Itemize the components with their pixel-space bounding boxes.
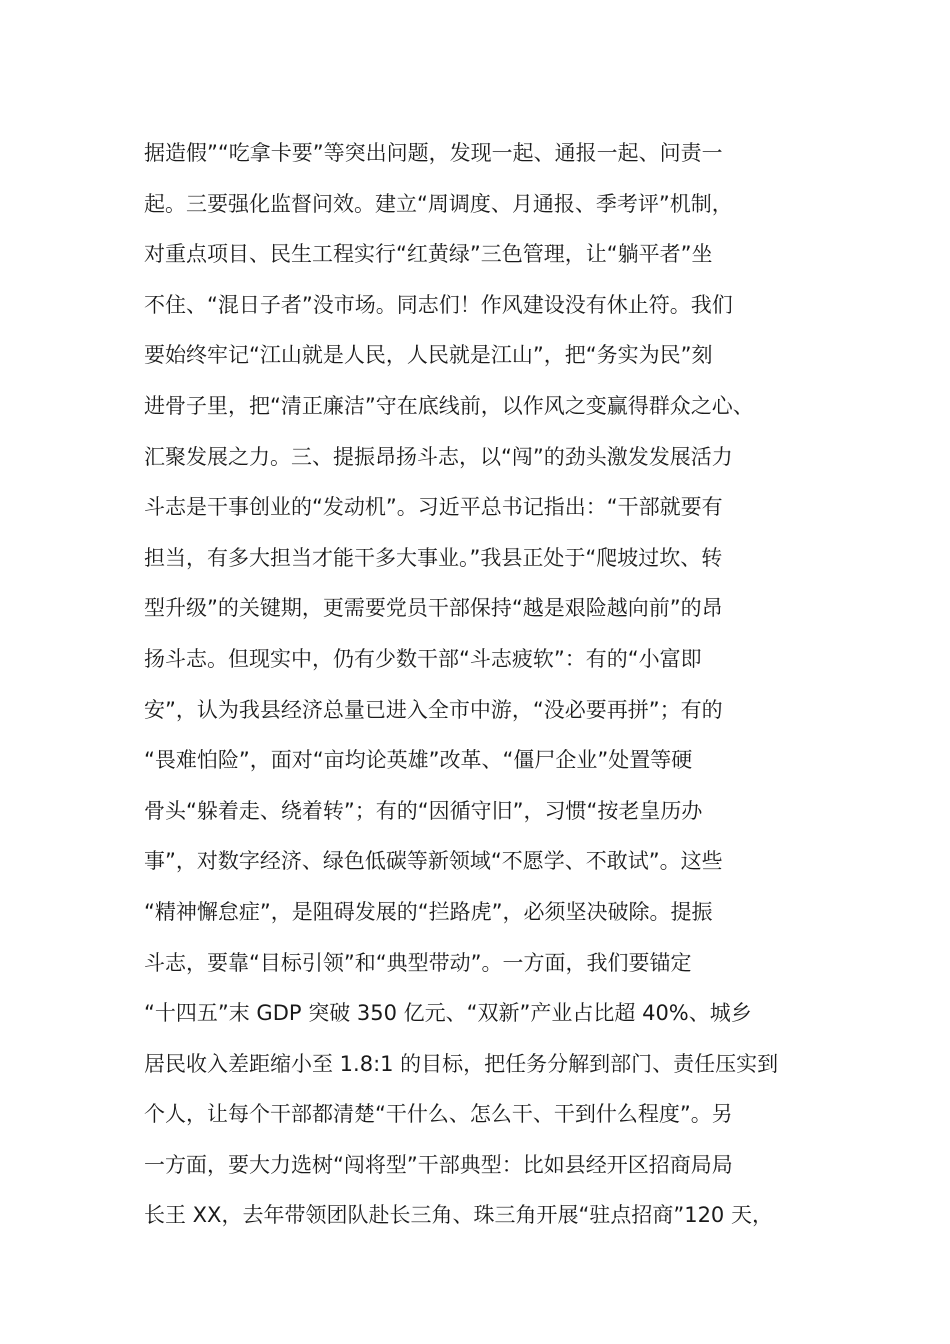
text-line: 骨头“躲着走、绕着转”；有的“因循守旧”，习惯“按老皇历办	[144, 798, 703, 823]
text-line: 斗志，要靠“目标引领”和“典型带动”。一方面，我们要锚定	[144, 950, 692, 975]
text-line: 事”，对数字经济、绿色低碳等新领域“不愿学、不敢试”。这些	[144, 849, 723, 874]
text-line: “畏难怕险”，面对“亩均论英雄”改革、“僵尸企业”处置等硬	[144, 748, 693, 773]
text-line: 据造假”“吃拿卡要”等突出问题，发现一起、通报一起、问责一	[144, 141, 723, 165]
text-line: 长王 XX，去年带领团队赴长三角、珠三角开展“驻点招商”120 天，	[144, 1203, 773, 1228]
text-line: 个人，让每个干部都清楚“干什么、怎么干、干到什么程度”。另	[144, 1102, 733, 1127]
text-line: 汇聚发展之力。三、提振昂扬斗志，以“闯”的劲头激发发展活力	[144, 444, 733, 469]
text-line: “精神懈怠症”，是阻碍发展的“拦路虎”，必须坚决破除。提振	[144, 899, 713, 924]
text-line: 居民收入差距缩小至 1.8:1 的目标，把任务分解到部门、责任压实到	[144, 1051, 779, 1076]
text-line: 对重点项目、民生工程实行“红黄绿”三色管理，让“躺平者”坐	[144, 242, 713, 267]
text-line: “十四五”末 GDP 突破 350 亿元、“双新”产业占比超 40%、城乡	[144, 1001, 752, 1026]
text-line: 型升级”的关键期，更需要党员干部保持“越是艰险越向前”的昂	[144, 596, 723, 621]
text-line: 安”，认为我县经济总量已进入全市中游，“没必要再拼”；有的	[144, 697, 723, 722]
text-line: 扬斗志。但现实中，仍有少数干部“斗志疲软”：有的“小富即	[144, 646, 702, 671]
text-line: 要始终牢记“江山就是人民，人民就是江山”，把“务实为民”刻	[144, 343, 713, 368]
text-line: 一方面，要大力选树“闯将型”干部典型：比如县经开区招商局局	[144, 1152, 733, 1177]
text-line: 进骨子里，把“清正廉洁”守在底线前，以作风之变赢得群众之心、	[144, 393, 754, 418]
text-line: 斗志是干事创业的“发动机”。习近平总书记指出：“干部就要有	[144, 495, 723, 520]
text-line: 担当，有多大担当才能干多大事业。”我县正处于“爬坡过坎、转	[144, 545, 723, 570]
body-text	[144, 128, 824, 1241]
text-line: 起。三要强化监督问效。建立“周调度、月通报、季考评”机制，	[144, 191, 733, 216]
text-line: 不住、“混日子者”没市场。同志们！作风建设没有休止符。我们	[144, 292, 733, 317]
